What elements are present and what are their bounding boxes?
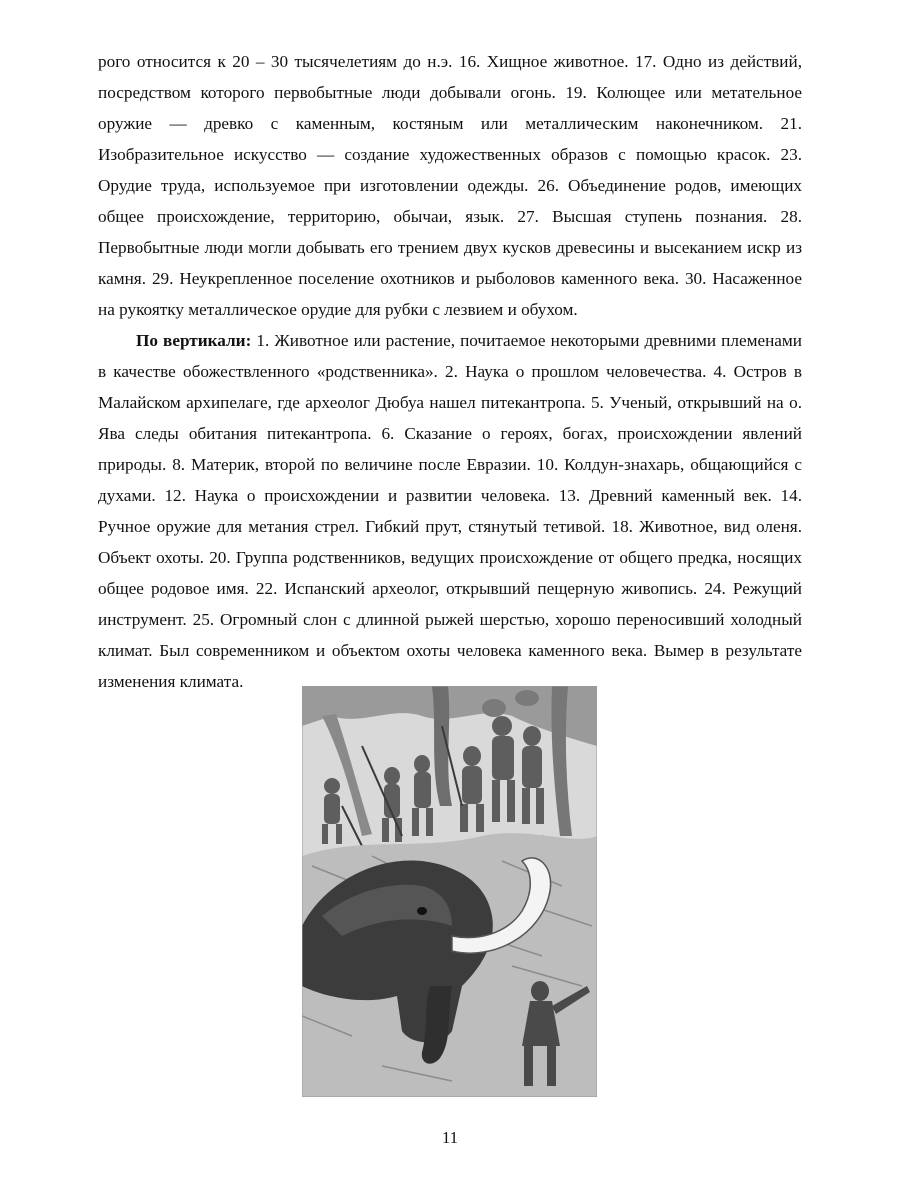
vertical-clues-text: 1. Животное или растение, почитаемое некоторыми древними племенами в качестве обожествленного «родственника». 2. Наука о прошлом человечества. 4. Остров в Малайском архипелаге, где археолог Дюбуа нашел питекантропа. 5. Ученый, открывший на о. Ява следы обитания питекантропа. 6. Сказание о героях, богах, происхождении явлений природы. 8. Материк, второй по величине после Евразии. 10. Колдун-знахарь, общающийся с духами. 12. Наука о происхождении и развитии человека. 13. Древний каменный век. 14. Ручное оружие для метания стрел. Гибкий прут, стянутый тетивой. 18. Животное, вид оленя. Объект охоты. 20. Группа родственников, ведущих происхождение от общего предка, носящих общее родовое имя. 22. Испанский археолог, открывший пещерную живопись. 24. Режущий инструмент. 25. Огромный слон с длинной рыжей шерстью, хорошо переносивший холодный климат. Был современником и объектом охоты человека каменного века. Вымер в результате изменения климата. (98, 331, 802, 691)
vertical-heading: По вертикали: (136, 331, 252, 350)
paragraph-vertical-clues (98, 325, 802, 697)
paragraph-horizontal-clues: рого относится к 20 – 30 тысячелетиям до н.э. 16. Хищное животное. 17. Одно из действий, посредством которого первобытные люди добывали огонь. 19. Колющее или метательное оружие — древко с каменным, костяным или металлическим наконечником. 21. Изобразительное искусство — создание художественных образов с помощью красок. 23. Орудие труда, используемое при изготовлении одежды. 26. Объединение родов, имеющих общее происхождение, территорию, обычаи, язык. 27. Высшая ступень познания. 28. Первобытные люди могли добывать его трением двух кусков древесины и высеканием искр из камня. 29. Неукрепленное поселение охотников и рыболовов каменного века. 30. Насаженное на рукоятку металлическое орудие для рубки с лезвием и обухом. (98, 52, 802, 319)
text-block (98, 46, 802, 697)
mammoth-hunt-drawing (302, 686, 597, 1097)
page-number: 11 (441, 1128, 459, 1147)
mammoth-hunt-illustration (302, 686, 597, 1097)
